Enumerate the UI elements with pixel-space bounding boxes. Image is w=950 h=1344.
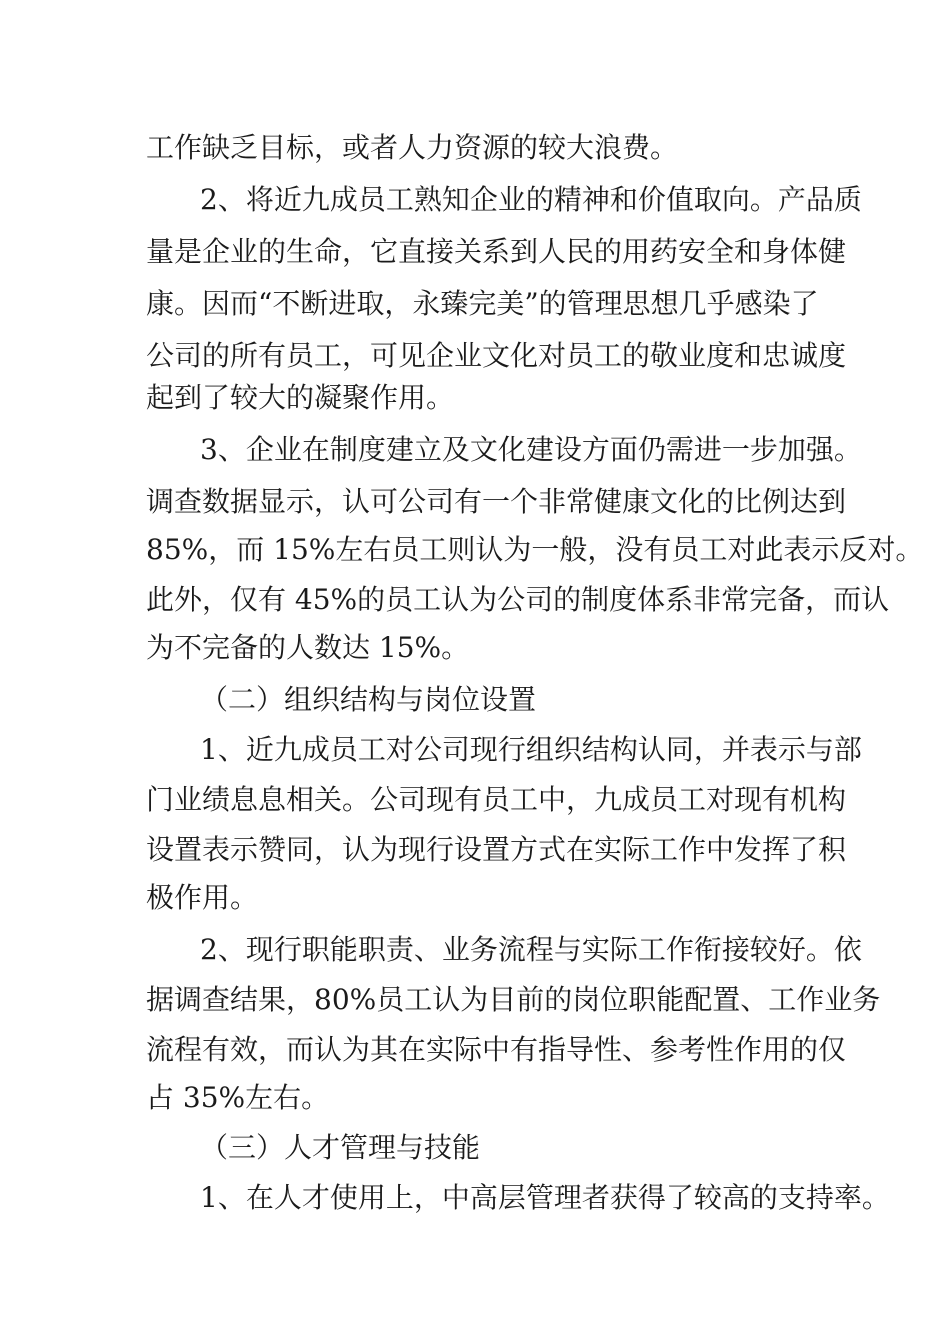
text-line: 起到了较大的凝聚作用。	[146, 381, 455, 414]
text-line: 设置表示赞同，认为现行设置方式在实际工作中发挥了积	[146, 833, 847, 866]
text-line: 据调查结果，80%员工认为目前的岗位职能配置、工作业务	[146, 983, 881, 1016]
text-line: 占 35%左右。	[146, 1081, 330, 1114]
text-line: 公司的所有员工，可见企业文化对员工的敬业度和忠诚度	[146, 339, 847, 372]
paragraph-start: 1、在人才使用上，中高层管理者获得了较高的支持率。	[200, 1181, 890, 1214]
paragraph-start: 2、现行职能职责、业务流程与实际工作衔接较好。依	[200, 933, 862, 966]
text-line: 为不完备的人数达 15%。	[146, 631, 470, 664]
text-line: 康。因而“不断进取，永臻完美”的管理思想几乎感染了	[146, 287, 819, 320]
text-line: 门业绩息息相关。公司现有员工中，九成员工对现有机构	[146, 783, 847, 816]
text-line: 流程有效，而认为其在实际中有指导性、参考性作用的仅	[146, 1033, 847, 1066]
text-line: 工作缺乏目标，或者人力资源的较大浪费。	[146, 131, 679, 164]
section-heading-2: （二）组织结构与岗位设置	[200, 683, 537, 716]
text-line: 极作用。	[146, 881, 259, 914]
paragraph-2-start: 2、将近九成员工熟知企业的精神和价值取向。产品质	[200, 183, 862, 216]
text-line: 调查数据显示，认可公司有一个非常健康文化的比例达到	[146, 485, 847, 518]
paragraph-3-start: 3、企业在制度建立及文化建设方面仍需进一步加强。	[200, 433, 862, 466]
text-line: 此外，仅有 45%的员工认为公司的制度体系非常完备，而认	[146, 583, 890, 616]
text-line: 量是企业的生命，它直接关系到人民的用药安全和身体健	[146, 235, 847, 268]
section-heading-3: （三）人才管理与技能	[200, 1131, 481, 1164]
paragraph-start: 1、近九成员工对公司现行组织结构认同，并表示与部	[200, 733, 862, 766]
text-line: 85%，而 15%左右员工则认为一般，没有员工对此表示反对。	[146, 533, 924, 566]
